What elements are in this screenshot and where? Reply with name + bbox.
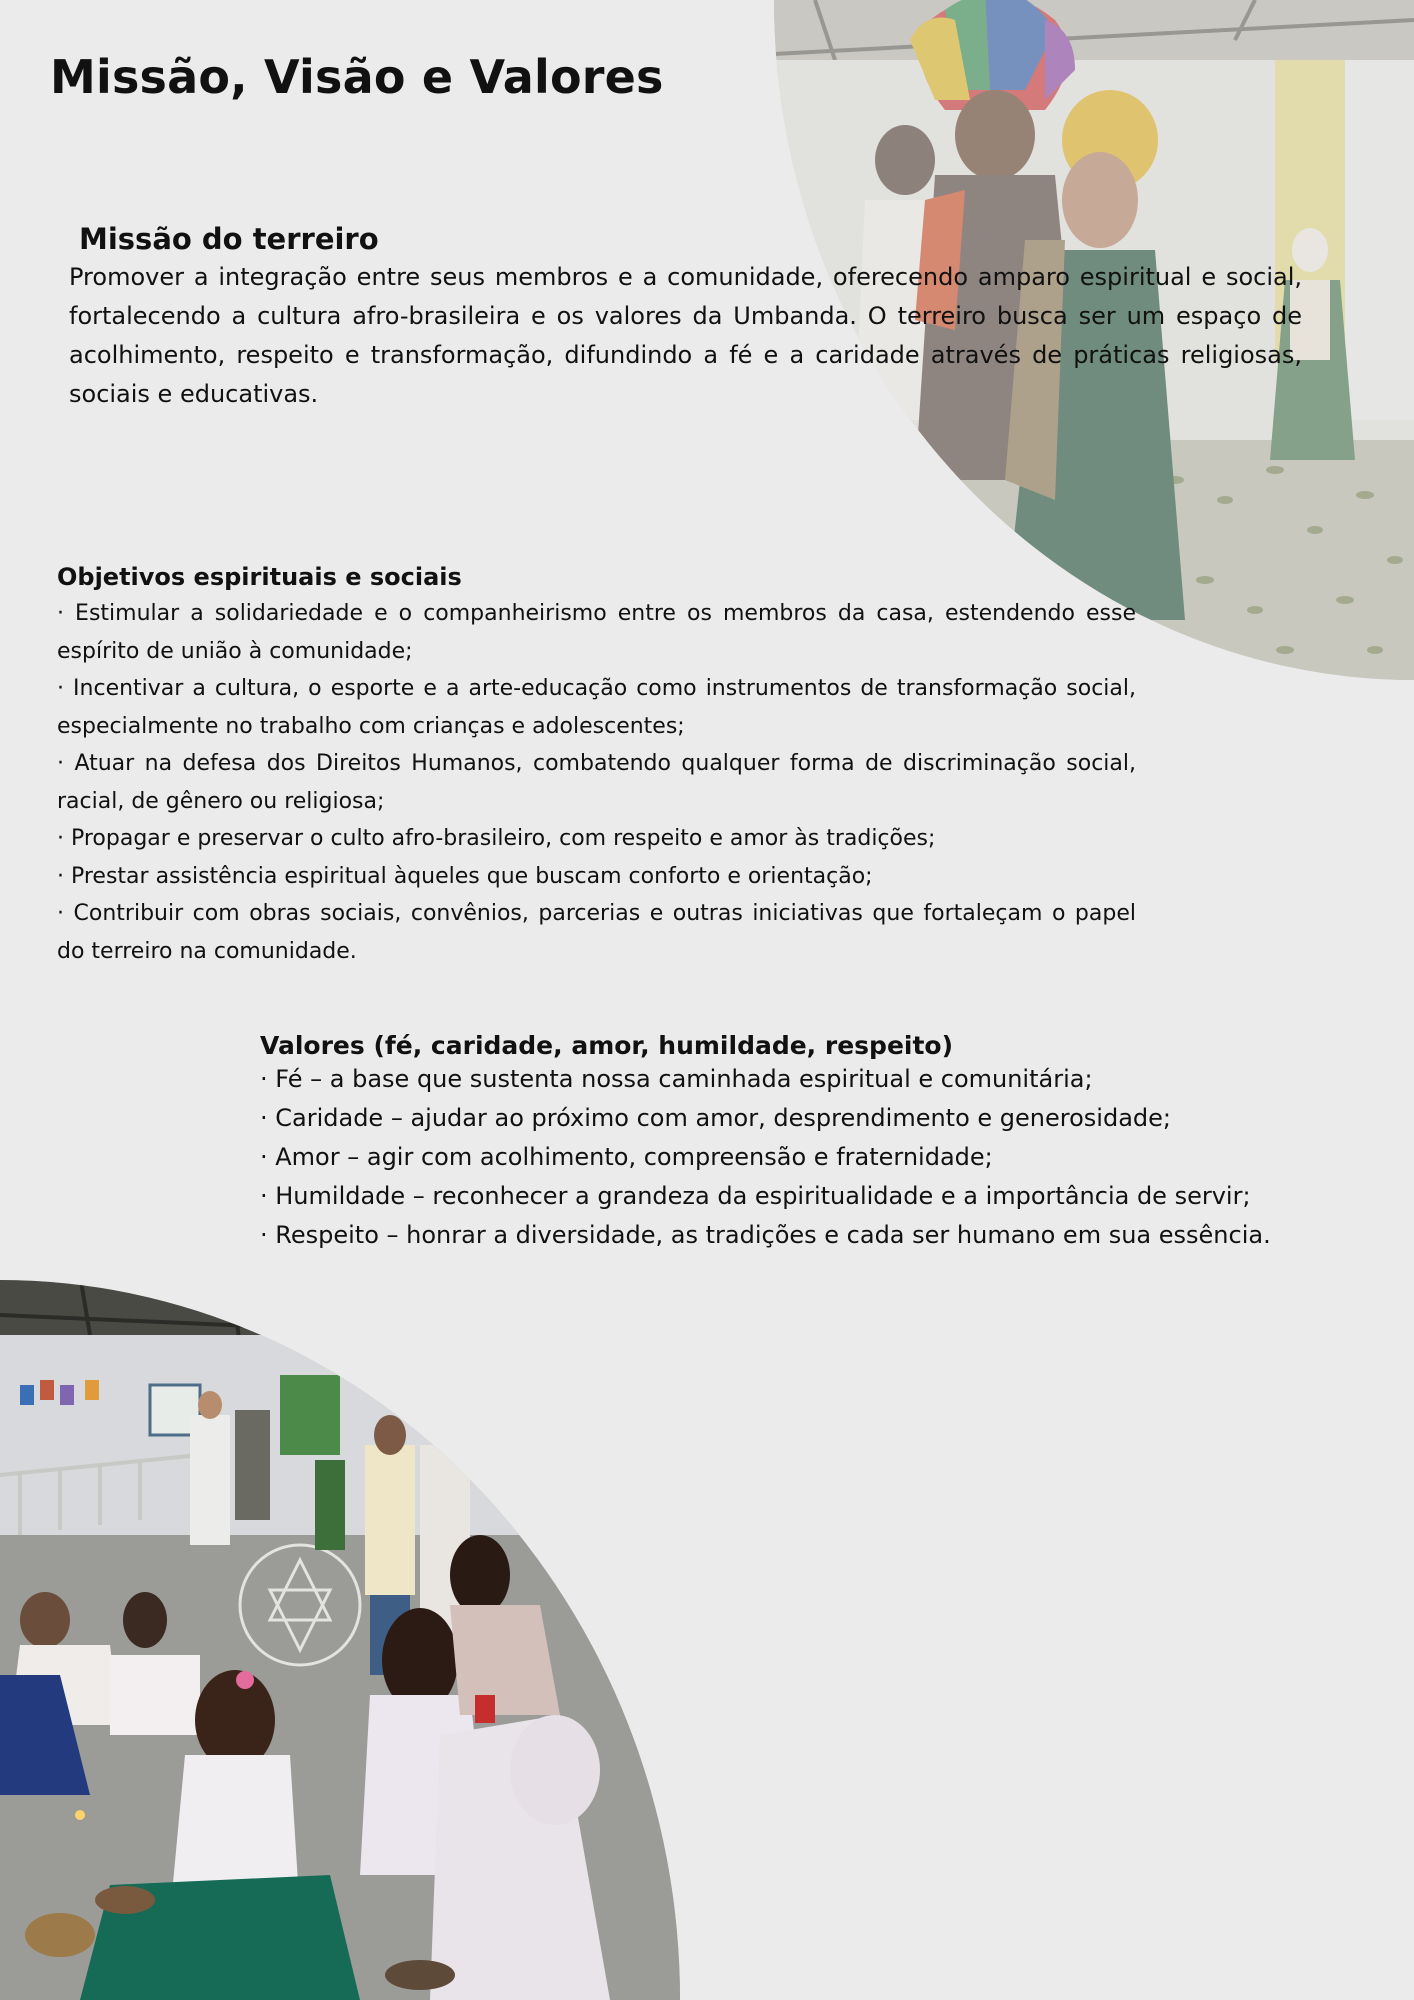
objetivos-section (57, 563, 1136, 970)
objetivos-item: · Contribuir com obras sociais, convênios, parcerias e outras iniciativas que fortaleçam o papel do terreiro na comunidade. (57, 901, 1136, 964)
objetivos-item: · Prestar assistência espiritual àqueles que buscam conforto e orientação; (57, 863, 873, 889)
objetivos-item: · Incentivar a cultura, o esporte e a arte-educação como instrumentos de transformação social, especialmente no trabalho com crianças e adolescentes; (57, 676, 1136, 739)
valores-item: · Caridade – ajudar ao próximo com amor, desprendimento e generosidade; (260, 1104, 1171, 1132)
valores-item: · Amor – agir com acolhimento, compreensão e fraternidade; (260, 1143, 993, 1171)
ceremony-photo-bottom (0, 1275, 690, 2000)
page-title: Missão, Visão e Valores (50, 50, 664, 104)
valores-item: · Humildade – reconhecer a grandeza da espiritualidade e a importância de servir; (260, 1182, 1251, 1210)
valores-item: · Fé – a base que sustenta nossa caminhada espiritual e comunitária; (260, 1065, 1093, 1093)
missao-body: Promover a integração entre seus membros e a comunidade, oferecendo amparo espiritual e social, fortalecendo a cultura afro-brasileira e os valores da Umbanda. O terreiro busca ser um espaço de acolhimento, respeito e transformação, difundindo a fé e a caridade através de práticas religiosas, sociais e educativas. (69, 263, 1302, 408)
objetivos-item: · Estimular a solidariedade e o companheirismo entre os membros da casa, estendendo esse espírito de união à comunidade; (57, 601, 1136, 664)
objetivos-item: · Propagar e preservar o culto afro-brasileiro, com respeito e amor às tradições; (57, 826, 936, 851)
objetivos-heading: Objetivos espirituais e sociais (57, 563, 462, 591)
missao-section (69, 222, 1302, 414)
valores-section (260, 1031, 1380, 1255)
valores-item: · Respeito – honrar a diversidade, as tradições e cada ser humano em sua essência. (260, 1221, 1271, 1249)
objetivos-item: · Atuar na defesa dos Direitos Humanos, combatendo qualquer forma de discriminação social, racial, de gênero ou religiosa; (57, 751, 1136, 814)
missao-heading: Missão do terreiro (79, 222, 379, 256)
valores-heading: Valores (fé, caridade, amor, humildade, respeito) (260, 1031, 954, 1060)
